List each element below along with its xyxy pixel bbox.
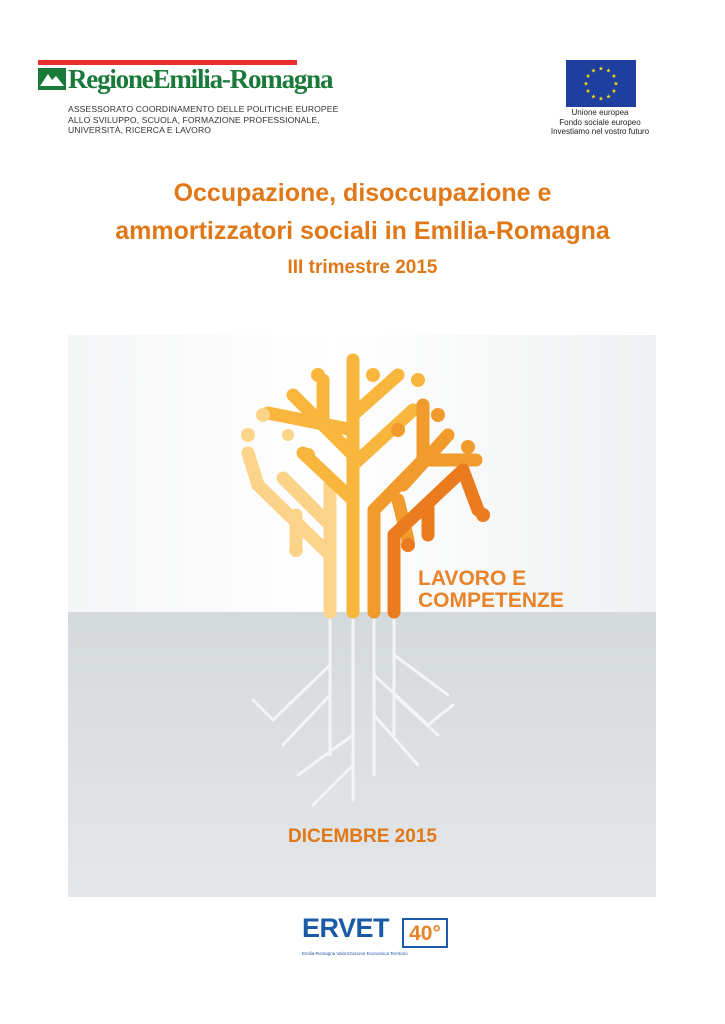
document-title (0, 174, 725, 250)
eu-star-icon: ★ (605, 94, 612, 101)
title-line: ammortizzatori sociali in Emilia-Romagna (115, 217, 610, 245)
regione-dept-line: ASSESSORATO COORDINAMENTO DELLE POLITICHE EUROPEE (68, 104, 339, 114)
eu-star-icon: ★ (611, 89, 617, 95)
eu-star-icon: ★ (605, 68, 612, 75)
eu-star-icon: ★ (598, 66, 604, 73)
cover-brand-line: COMPETENZE (418, 589, 564, 612)
publication-date: DICEMBRE 2015 (288, 826, 437, 847)
eu-star-icon: ★ (613, 81, 619, 88)
regione-dept-line: ALLO SVILUPPO, SCUOLA, FORMAZIONE PROFESSIONALE, (68, 114, 320, 125)
cover-brand (418, 568, 564, 612)
regione-name: RegioneEmilia-Romagna (68, 64, 333, 94)
document-subtitle: III trimestre 2015 (287, 257, 438, 278)
eu-star-icon: ★ (585, 74, 591, 80)
eu-caption-line: Fondo sociale europeo (559, 117, 641, 127)
ervet-tagline: Emilia-Romagna Valorizzazione Economica Territorio (302, 951, 408, 956)
eu-caption-line: Unione europea (571, 108, 629, 117)
regione-dept-line: UNIVERSITÀ, RICERCA E LAVORO (68, 125, 212, 135)
eu-caption (550, 108, 650, 137)
eu-flag-icon (566, 60, 636, 107)
ervet-logo-name: ERVET (302, 913, 390, 943)
eu-star-icon: ★ (590, 68, 597, 75)
eu-caption-line: Investiamo nel vostro futuro (550, 127, 650, 136)
eu-star-icon: ★ (583, 81, 589, 88)
cover-brand-line: LAVORO E (418, 567, 527, 590)
ervet-anniversary-badge: 40° (402, 918, 448, 948)
eu-star-icon: ★ (590, 94, 597, 101)
tree-icon (68, 335, 656, 897)
regione-department (68, 104, 339, 136)
title-line: Occupazione, disoccupazione e (173, 179, 552, 207)
eu-star-icon: ★ (611, 74, 617, 80)
regione-logo-icon (38, 68, 66, 90)
eu-star-icon: ★ (598, 96, 604, 103)
eu-star-icon: ★ (585, 89, 591, 95)
